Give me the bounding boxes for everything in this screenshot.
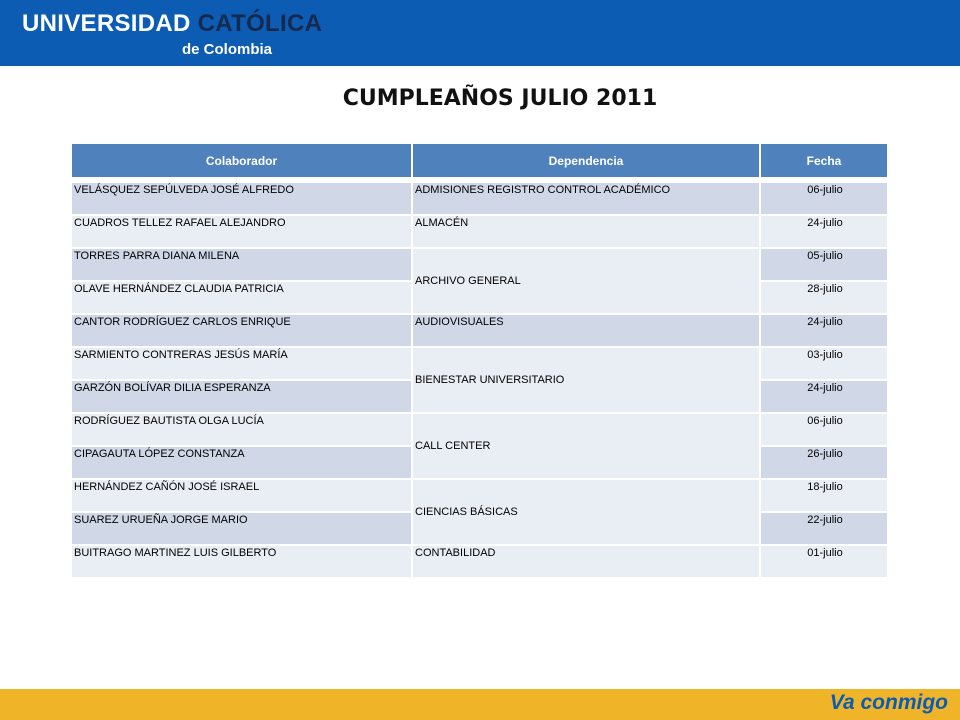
colaborador-cell: CIPAGAUTA LÓPEZ CONSTANZA bbox=[72, 446, 412, 479]
column-header-fecha: Fecha bbox=[760, 144, 888, 180]
colaborador-cell: CUADROS TELLEZ RAFAEL ALEJANDRO bbox=[72, 215, 412, 248]
dependencia-cell: CIENCIAS BÁSICAS bbox=[412, 479, 760, 545]
logo-catolica: CATÓLICA bbox=[197, 10, 323, 37]
birthdays-table bbox=[72, 144, 889, 579]
colaborador-cell: CANTOR RODRÍGUEZ CARLOS ENRIQUE bbox=[72, 314, 412, 347]
colaborador-cell: VELÁSQUEZ SEPÚLVEDA JOSÉ ALFREDO bbox=[72, 180, 412, 215]
footer-slogan: Va conmigo bbox=[829, 691, 948, 714]
fecha-cell: 24-julio bbox=[760, 314, 888, 347]
university-logo bbox=[22, 10, 323, 58]
dependencia-cell: BIENESTAR UNIVERSITARIO bbox=[412, 347, 760, 413]
colaborador-cell: HERNÁNDEZ CAÑÓN JOSÉ ISRAEL bbox=[72, 479, 412, 512]
table-row bbox=[72, 545, 888, 578]
fecha-cell: 06-julio bbox=[760, 413, 888, 446]
page-title: CUMPLEAÑOS JULIO 2011 bbox=[342, 86, 658, 111]
colaborador-cell: RODRÍGUEZ BAUTISTA OLGA LUCÍA bbox=[72, 413, 412, 446]
logo-name: UNIVERSIDAD bbox=[22, 10, 191, 37]
dependencia-cell: ADMISIONES REGISTRO CONTROL ACADÉMICO bbox=[412, 180, 760, 215]
table-row bbox=[72, 248, 888, 281]
dependencia-cell: AUDIOVISUALES bbox=[412, 314, 760, 347]
fecha-cell: 24-julio bbox=[760, 380, 888, 413]
colaborador-cell: TORRES PARRA DIANA MILENA bbox=[72, 248, 412, 281]
table-row bbox=[72, 413, 888, 446]
table-row bbox=[72, 479, 888, 512]
fecha-cell: 03-julio bbox=[760, 347, 888, 380]
colaborador-cell: BUITRAGO MARTINEZ LUIS GILBERTO bbox=[72, 545, 412, 578]
fecha-cell: 26-julio bbox=[760, 446, 888, 479]
fecha-cell: 28-julio bbox=[760, 281, 888, 314]
logo-wordmark bbox=[22, 10, 322, 38]
dependencia-cell: CONTABILIDAD bbox=[412, 545, 760, 578]
dependencia-cell: CALL CENTER bbox=[412, 413, 760, 479]
colaborador-cell: GARZÓN BOLÍVAR DILIA ESPERANZA bbox=[72, 380, 412, 413]
colaborador-cell: SUAREZ URUEÑA JORGE MARIO bbox=[72, 512, 412, 545]
column-header-colaborador: Colaborador bbox=[72, 144, 412, 180]
header-bar bbox=[0, 0, 960, 64]
fecha-cell: 22-julio bbox=[760, 512, 888, 545]
table-row bbox=[72, 215, 888, 248]
colaborador-cell: OLAVE HERNÁNDEZ CLAUDIA PATRICIA bbox=[72, 281, 412, 314]
table-row bbox=[72, 180, 888, 215]
fecha-cell: 01-julio bbox=[760, 545, 888, 578]
fecha-cell: 18-julio bbox=[760, 479, 888, 512]
fecha-cell: 24-julio bbox=[760, 215, 888, 248]
column-header-dependencia: Dependencia bbox=[412, 144, 760, 180]
fecha-cell: 06-julio bbox=[760, 180, 888, 215]
logo-subtitle: de Colombia bbox=[182, 41, 273, 58]
table-header-row bbox=[72, 144, 888, 180]
dependencia-cell: ALMACÉN bbox=[412, 215, 760, 248]
table-row bbox=[72, 347, 888, 380]
table-row bbox=[72, 314, 888, 347]
fecha-cell: 05-julio bbox=[760, 248, 888, 281]
dependencia-cell: ARCHIVO GENERAL bbox=[412, 248, 760, 314]
colaborador-cell: SARMIENTO CONTRERAS JESÚS MARÍA bbox=[72, 347, 412, 380]
header-divider bbox=[0, 64, 960, 66]
footer-bar bbox=[0, 689, 960, 720]
